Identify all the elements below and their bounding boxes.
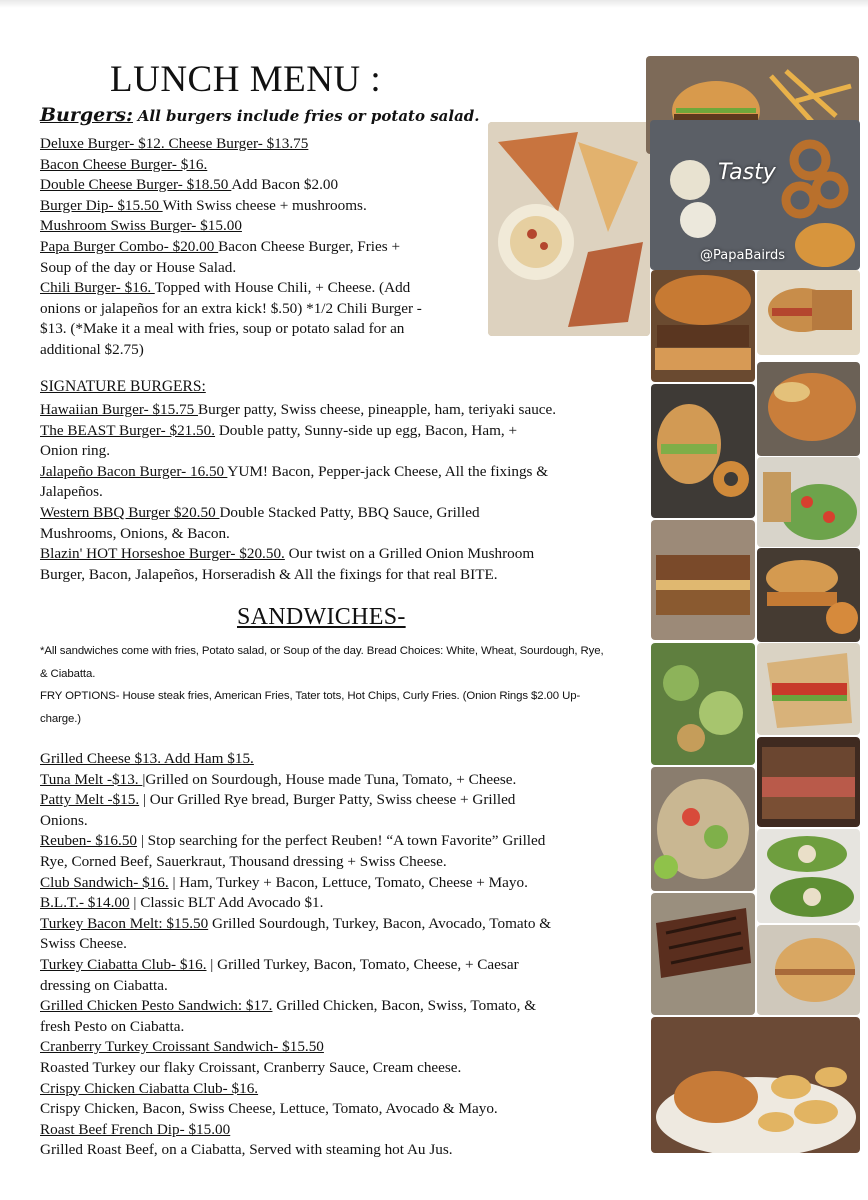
menu-item-name: Bacon Cheese Burger- $16. bbox=[40, 155, 208, 173]
sandwich-note-line: FRY OPTIONS- House steak fries, American Fries, Tater tots, Hot Chips, Curly Fries. (Onion Rings $2.00 Up- bbox=[40, 690, 581, 702]
menu-line bbox=[40, 482, 640, 503]
menu-line bbox=[40, 1058, 640, 1079]
signature-burgers-title: SIGNATURE BURGERS: bbox=[40, 378, 206, 395]
menu-line bbox=[40, 1037, 640, 1058]
menu-item-description: With Swiss cheese + mushrooms. bbox=[162, 196, 367, 214]
menu-line bbox=[40, 790, 640, 811]
menu-item-description: dressing on Ciabatta. bbox=[40, 976, 168, 994]
menu-item-name: B.L.T.- $14.00 bbox=[40, 894, 130, 912]
menu-title: LUNCH MENU : bbox=[110, 59, 382, 100]
menu-item-name: Deluxe Burger- $12. Cheese Burger- $13.75 bbox=[40, 135, 309, 152]
menu-line bbox=[40, 421, 640, 442]
menu-line bbox=[40, 524, 640, 545]
ciabatta-roll-photo bbox=[757, 925, 860, 1015]
caesar-salad-photo bbox=[651, 643, 755, 765]
blt-photo bbox=[757, 643, 860, 735]
menu-line bbox=[40, 1120, 640, 1141]
menu-line bbox=[40, 811, 640, 832]
menu-item-description: Grilled Chicken, Bacon, Swiss, Tomato, & bbox=[272, 997, 537, 1015]
menu-line bbox=[40, 340, 640, 361]
menu-item-description: Double Stacked Patty, BBQ Sauce, Grilled bbox=[219, 503, 480, 521]
menu-item-description: Swiss Cheese. bbox=[40, 935, 127, 953]
menu-item-description: onions or jalapeños for an extra kick! $.50) *1/2 Chili Burger - bbox=[40, 299, 422, 317]
menu-item-description: Crispy Chicken, Bacon, Swiss Cheese, Lettuce, Tomato, Avocado & Mayo. bbox=[40, 1100, 498, 1118]
menu-line bbox=[40, 462, 640, 483]
menu-line bbox=[40, 955, 640, 976]
sandwich-note-line: *All sandwiches come with fries, Potato salad, or Soup of the day. Bread Choices: White, Wheat, Sourdough, Rye, bbox=[40, 645, 604, 657]
burger-rings-photo bbox=[651, 384, 755, 518]
menu-item-name: Double Cheese Burger- $18.50 bbox=[40, 176, 232, 194]
menu-line bbox=[40, 749, 640, 770]
menu-item-description: additional $2.75) bbox=[40, 340, 144, 358]
menu-item-description: | Stop searching for the perfect Reuben! “A town Favorite” Grilled bbox=[137, 832, 546, 850]
menu-item-description: | Classic BLT Add Avocado $1. bbox=[129, 894, 324, 912]
menu-item-description: Onion ring. bbox=[40, 442, 111, 460]
menu-line bbox=[40, 893, 640, 914]
reuben-photo bbox=[757, 737, 860, 827]
menu-line bbox=[40, 873, 640, 894]
menu-item-description: Roasted Turkey our flaky Croissant, Cranberry Sauce, Cream cheese. bbox=[40, 1058, 462, 1076]
menu-item-name: Tuna Melt -$13. bbox=[40, 770, 143, 788]
menu-item-name: Roast Beef French Dip- $15.00 bbox=[40, 1120, 231, 1138]
menu-item-description: Our twist on a Grilled Onion Mushroom bbox=[284, 545, 535, 563]
sandwich-note-line: & Ciabatta. bbox=[40, 667, 96, 680]
menu-item-description: Bacon Cheese Burger, Fries + bbox=[218, 237, 401, 255]
menu-item-name: Hawaiian Burger- $15.75 bbox=[40, 401, 198, 418]
menu-item-description: Topped with House Chili, + Cheese. (Add bbox=[154, 279, 411, 297]
menu-line bbox=[40, 831, 640, 852]
watermark-tasty: Tasty bbox=[718, 160, 776, 185]
menu-item-name: Western BBQ Burger $20.50 bbox=[40, 503, 220, 521]
menu-item-description: Grilled Sourdough, Turkey, Bacon, Avocado, Tomato & bbox=[208, 914, 552, 932]
menu-item-name: Patty Melt -$15. bbox=[40, 791, 140, 809]
menu-item-description: Double patty, Sunny-side up egg, Bacon, Ham, + bbox=[215, 421, 518, 439]
menu-line bbox=[40, 934, 640, 955]
sandwich-note-line: charge.) bbox=[40, 712, 81, 725]
burgers-note: All burgers include fries or potato salad. bbox=[137, 107, 480, 125]
melt-sandwich-photo bbox=[651, 520, 755, 640]
menu-item-name: Crispy Chicken Ciabatta Club- $16. bbox=[40, 1079, 259, 1097]
menu-line bbox=[40, 544, 640, 565]
bowl-salad-photo bbox=[651, 767, 755, 891]
menu-line bbox=[40, 1099, 640, 1120]
menu-item-description: | Ham, Turkey + Bacon, Lettuce, Tomato, Cheese + Mayo. bbox=[168, 873, 528, 891]
menu-item-description: | Grilled Turkey, Bacon, Tomato, Cheese, + Caesar bbox=[206, 955, 519, 973]
menu-item-name: Papa Burger Combo- $20.00 bbox=[40, 237, 219, 255]
wrap-photo bbox=[757, 829, 860, 923]
sub-sandwich-photo bbox=[757, 270, 860, 355]
watermark-handle: @PapaBairds bbox=[700, 248, 786, 263]
page-top-shadow bbox=[0, 0, 868, 8]
menu-line bbox=[40, 441, 640, 462]
menu-line bbox=[40, 1140, 640, 1161]
menu-item-description: $13. (*Make it a meal with fries, soup or potato salad for an bbox=[40, 320, 405, 338]
menu-line bbox=[40, 996, 640, 1017]
menu-item-name: Grilled Chicken Pesto Sandwich: $17. bbox=[40, 997, 273, 1015]
salad-photo bbox=[757, 457, 860, 547]
menu-item-description: Jalapeños. bbox=[40, 483, 103, 501]
menu-line bbox=[40, 976, 640, 997]
menu-item-description: Rye, Corned Beef, Sauerkraut, Thousand dressing + Swiss Cheese. bbox=[40, 852, 447, 870]
menu-item-description: fresh Pesto on Ciabatta. bbox=[40, 1017, 185, 1035]
menu-item-description: |Grilled on Sourdough, House made Tuna, Tomato, + Cheese. bbox=[142, 770, 517, 788]
menu-item-description: Add Bacon $2.00 bbox=[231, 176, 339, 194]
menu-item-description: Soup of the day or House Salad. bbox=[40, 258, 237, 276]
club-sandwich-photo bbox=[488, 122, 650, 336]
croissant-chips-photo bbox=[651, 1017, 860, 1153]
menu-line bbox=[40, 565, 640, 586]
mushroom-burger-photo bbox=[651, 270, 755, 382]
menu-item-description: Burger patty, Swiss cheese, pineapple, ham, teriyaki sauce. bbox=[198, 401, 557, 418]
menu-item-name: Turkey Ciabatta Club- $16. bbox=[40, 955, 207, 973]
burgers-label: Burgers: bbox=[40, 104, 133, 126]
menu-item-name: Turkey Bacon Melt: $15.50 bbox=[40, 914, 209, 932]
menu-item-name: Jalapeño Bacon Burger- 16.50 bbox=[40, 462, 228, 480]
menu-line bbox=[40, 914, 640, 935]
fried-chicken-burger-photo bbox=[757, 548, 860, 642]
sandwiches-title: SANDWICHES- bbox=[237, 604, 406, 630]
menu-line bbox=[40, 852, 640, 873]
chips-sandwich-photo bbox=[757, 362, 860, 456]
menu-item-name: Mushroom Swiss Burger- $15.00 bbox=[40, 217, 242, 235]
signature-burger-list bbox=[40, 400, 640, 585]
menu-line bbox=[40, 503, 640, 524]
menu-line bbox=[40, 400, 640, 421]
menu-item-name: Reuben- $16.50 bbox=[40, 832, 138, 850]
menu-item-description: | Our Grilled Rye bread, Burger Patty, Swiss cheese + Grilled bbox=[139, 791, 516, 809]
menu-item-name: The BEAST Burger- $21.50. bbox=[40, 421, 216, 439]
menu-item-name: Club Sandwich- $16. bbox=[40, 873, 169, 891]
sandwich-list bbox=[40, 749, 640, 1161]
menu-line bbox=[40, 1079, 640, 1100]
menu-line bbox=[40, 770, 640, 791]
sandwich-notes bbox=[40, 640, 628, 730]
menu-item-name: Burger Dip- $15.50 bbox=[40, 196, 163, 214]
menu-item-description: Mushrooms, Onions, & Bacon. bbox=[40, 524, 230, 542]
menu-item-name: Blazin' HOT Horseshoe Burger- $20.50. bbox=[40, 545, 285, 563]
menu-item-name: Chili Burger- $16. bbox=[40, 279, 155, 297]
menu-line bbox=[40, 1017, 640, 1038]
steak-photo bbox=[651, 893, 755, 1015]
menu-item-name: Cranberry Turkey Croissant Sandwich- $15.50 bbox=[40, 1038, 324, 1056]
menu-item-description: YUM! Bacon, Pepper-jack Cheese, All the fixings & bbox=[227, 462, 549, 480]
menu-item-description: Onions. bbox=[40, 811, 88, 829]
menu-item-description: Burger, Bacon, Jalapeños, Horseradish & All the fixings for that real BITE. bbox=[40, 565, 498, 583]
menu-item-description: Grilled Roast Beef, on a Ciabatta, Served with steaming hot Au Jus. bbox=[40, 1141, 453, 1159]
menu-item-name: Grilled Cheese $13. Add Ham $15. bbox=[40, 750, 254, 767]
